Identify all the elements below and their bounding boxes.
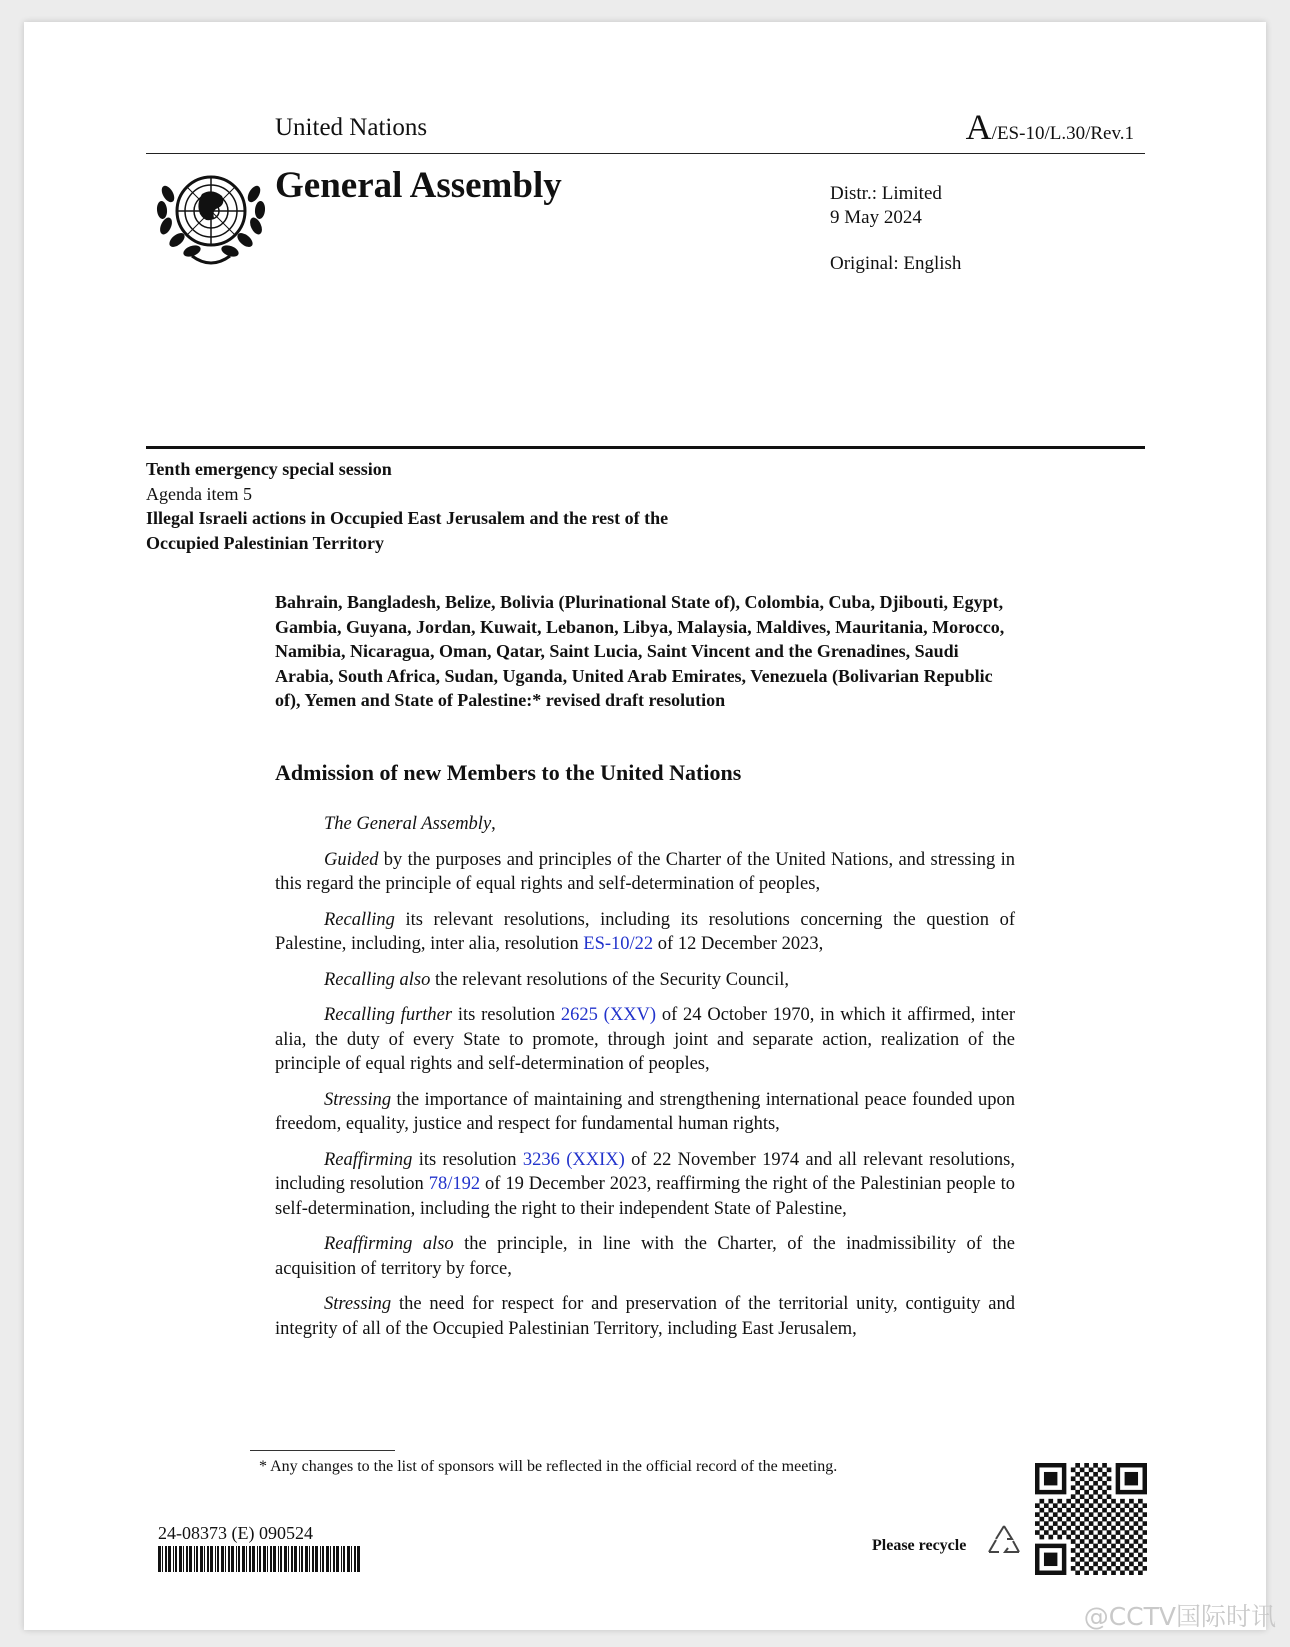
- distribution-status: Distr.: Limited: [830, 183, 942, 204]
- document-symbol: [966, 106, 1134, 148]
- preamble-paragraph: [275, 1003, 1015, 1077]
- paragraph-text: the relevant resolutions of the Security Council,: [430, 969, 789, 990]
- page-title: General Assembly: [275, 165, 562, 206]
- header-rule: [146, 153, 1145, 154]
- paragraph-text: of 19 December 2023, reaffirming the right of the Palestinian people to self-determination, including the right to their independent State of Palestine,: [275, 1174, 1015, 1219]
- paragraph-text: of 24 October 1970, in which it affirmed, inter alia, the duty of every State to promote, through joint and separate action, realization of the principle of equal rights and self-determination of peoples,: [275, 1005, 1015, 1074]
- session-block: [146, 457, 706, 555]
- resolution-link[interactable]: 2625 (XXV): [560, 1005, 657, 1025]
- agenda-item-title: Illegal Israeli actions in Occupied East Jerusalem and the rest of the Occupied Palestinian Territory: [146, 508, 669, 553]
- paragraph-lead: Recalling also: [324, 969, 431, 990]
- paragraph-lead: Guided: [324, 849, 379, 870]
- paragraph-text: by the purposes and principles of the Charter of the United Nations, and stressing in this regard the principle of equal rights and self-determination of peoples,: [275, 849, 1015, 894]
- barcode-icon: [158, 1546, 364, 1572]
- resolution-title: Admission of new Members to the United Nations: [275, 760, 742, 785]
- preamble-paragraph: [275, 1148, 1015, 1222]
- paragraph-text: of 12 December 2023,: [653, 934, 824, 954]
- paragraph-lead: Stressing: [324, 1294, 392, 1314]
- section-rule: [146, 446, 1145, 449]
- paragraph-text: its relevant resolutions, including its resolutions concerning the question of Palestine, including, inter alia, resolution: [275, 909, 1015, 954]
- preamble-paragraph: [275, 812, 1015, 837]
- watermark: @CCTV国际时讯: [1083, 1602, 1276, 1631]
- paragraph-text: its resolution: [452, 1005, 561, 1025]
- agenda-item: Agenda item 5: [146, 483, 252, 504]
- un-emblem-icon: [152, 164, 270, 268]
- preamble-paragraph: [275, 1088, 1015, 1137]
- paragraph-lead: Reaffirming: [324, 1149, 413, 1170]
- paragraph-lead: Stressing: [324, 1089, 392, 1110]
- recycle-label: Please recycle: [872, 1537, 967, 1554]
- resolution-link[interactable]: ES-10/22: [583, 934, 654, 954]
- resolution-link[interactable]: 78/192: [428, 1174, 481, 1194]
- resolution-link[interactable]: 3236 (XXIX): [522, 1149, 625, 1170]
- preamble-paragraph: [275, 1232, 1015, 1281]
- paragraph-text: the importance of maintaining and strengthening international peace founded upon freedom, equality, justice and respect for fundamental human rights,: [275, 1089, 1015, 1134]
- preamble-paragraph: [275, 848, 1015, 897]
- footnote: * Any changes to the list of sponsors will be reflected in the official record of the meeting.: [259, 1458, 838, 1475]
- footnote-rule: [250, 1450, 395, 1451]
- preamble-paragraph: [275, 968, 1015, 993]
- symbol-rest: /ES-10/L.30/Rev.1: [991, 123, 1134, 144]
- document-date: 9 May 2024: [830, 207, 922, 228]
- sponsors-list: Bahrain, Bangladesh, Belize, Bolivia (Plurinational State of), Colombia, Cuba, Djibouti, Egypt, Gambia, Guyana, Jordan, Kuwait, Lebanon, Libya, Malaysia, Maldives, Mauritania, Morocco, Namibia, Nicaragua, Oman, Qatar, Saint Lucia, Saint Vincent and the Grenadines, Saudi Arabia, South Africa, Sudan, Uganda, United Arab Emirates, Venezuela (Bolivarian Republic of), Yemen and State of Palestine:* revised draft resolution: [275, 592, 1005, 710]
- document-number: 24-08373 (E) 090524: [158, 1523, 313, 1543]
- preamble-paragraph: [275, 1292, 1015, 1341]
- session-name: Tenth emergency special session: [146, 459, 392, 479]
- paragraph-text: of 22 November 1974 and all relevant resolutions, including resolution: [275, 1149, 1015, 1194]
- organization-name: United Nations: [275, 114, 428, 141]
- resolution-body: [275, 812, 1015, 1352]
- paragraph-lead: Recalling: [324, 909, 395, 930]
- paragraph-text: its resolution: [412, 1149, 523, 1170]
- preamble-paragraph: [275, 908, 1015, 957]
- symbol-prefix: A: [965, 107, 992, 147]
- paragraph-text: the need for respect for and preservation of the territorial unity, contiguity and integrity of all of the Occupied Palestinian Territory, including East Jerusalem,: [275, 1294, 1015, 1339]
- paragraph-lead: Recalling further: [324, 1005, 453, 1025]
- distribution-block: [830, 182, 942, 230]
- recycle-icon: [985, 1522, 1023, 1560]
- paragraph-lead: The General Assembly: [324, 814, 492, 834]
- paragraph-lead: Reaffirming also: [324, 1234, 454, 1254]
- qr-code-icon: [1035, 1463, 1147, 1575]
- paragraph-text: the principle, in line with the Charter, of the inadmissibility of the acquisition of territory by force,: [275, 1234, 1015, 1279]
- paragraph-text: ,: [491, 814, 496, 834]
- original-language: Original: English: [830, 253, 962, 274]
